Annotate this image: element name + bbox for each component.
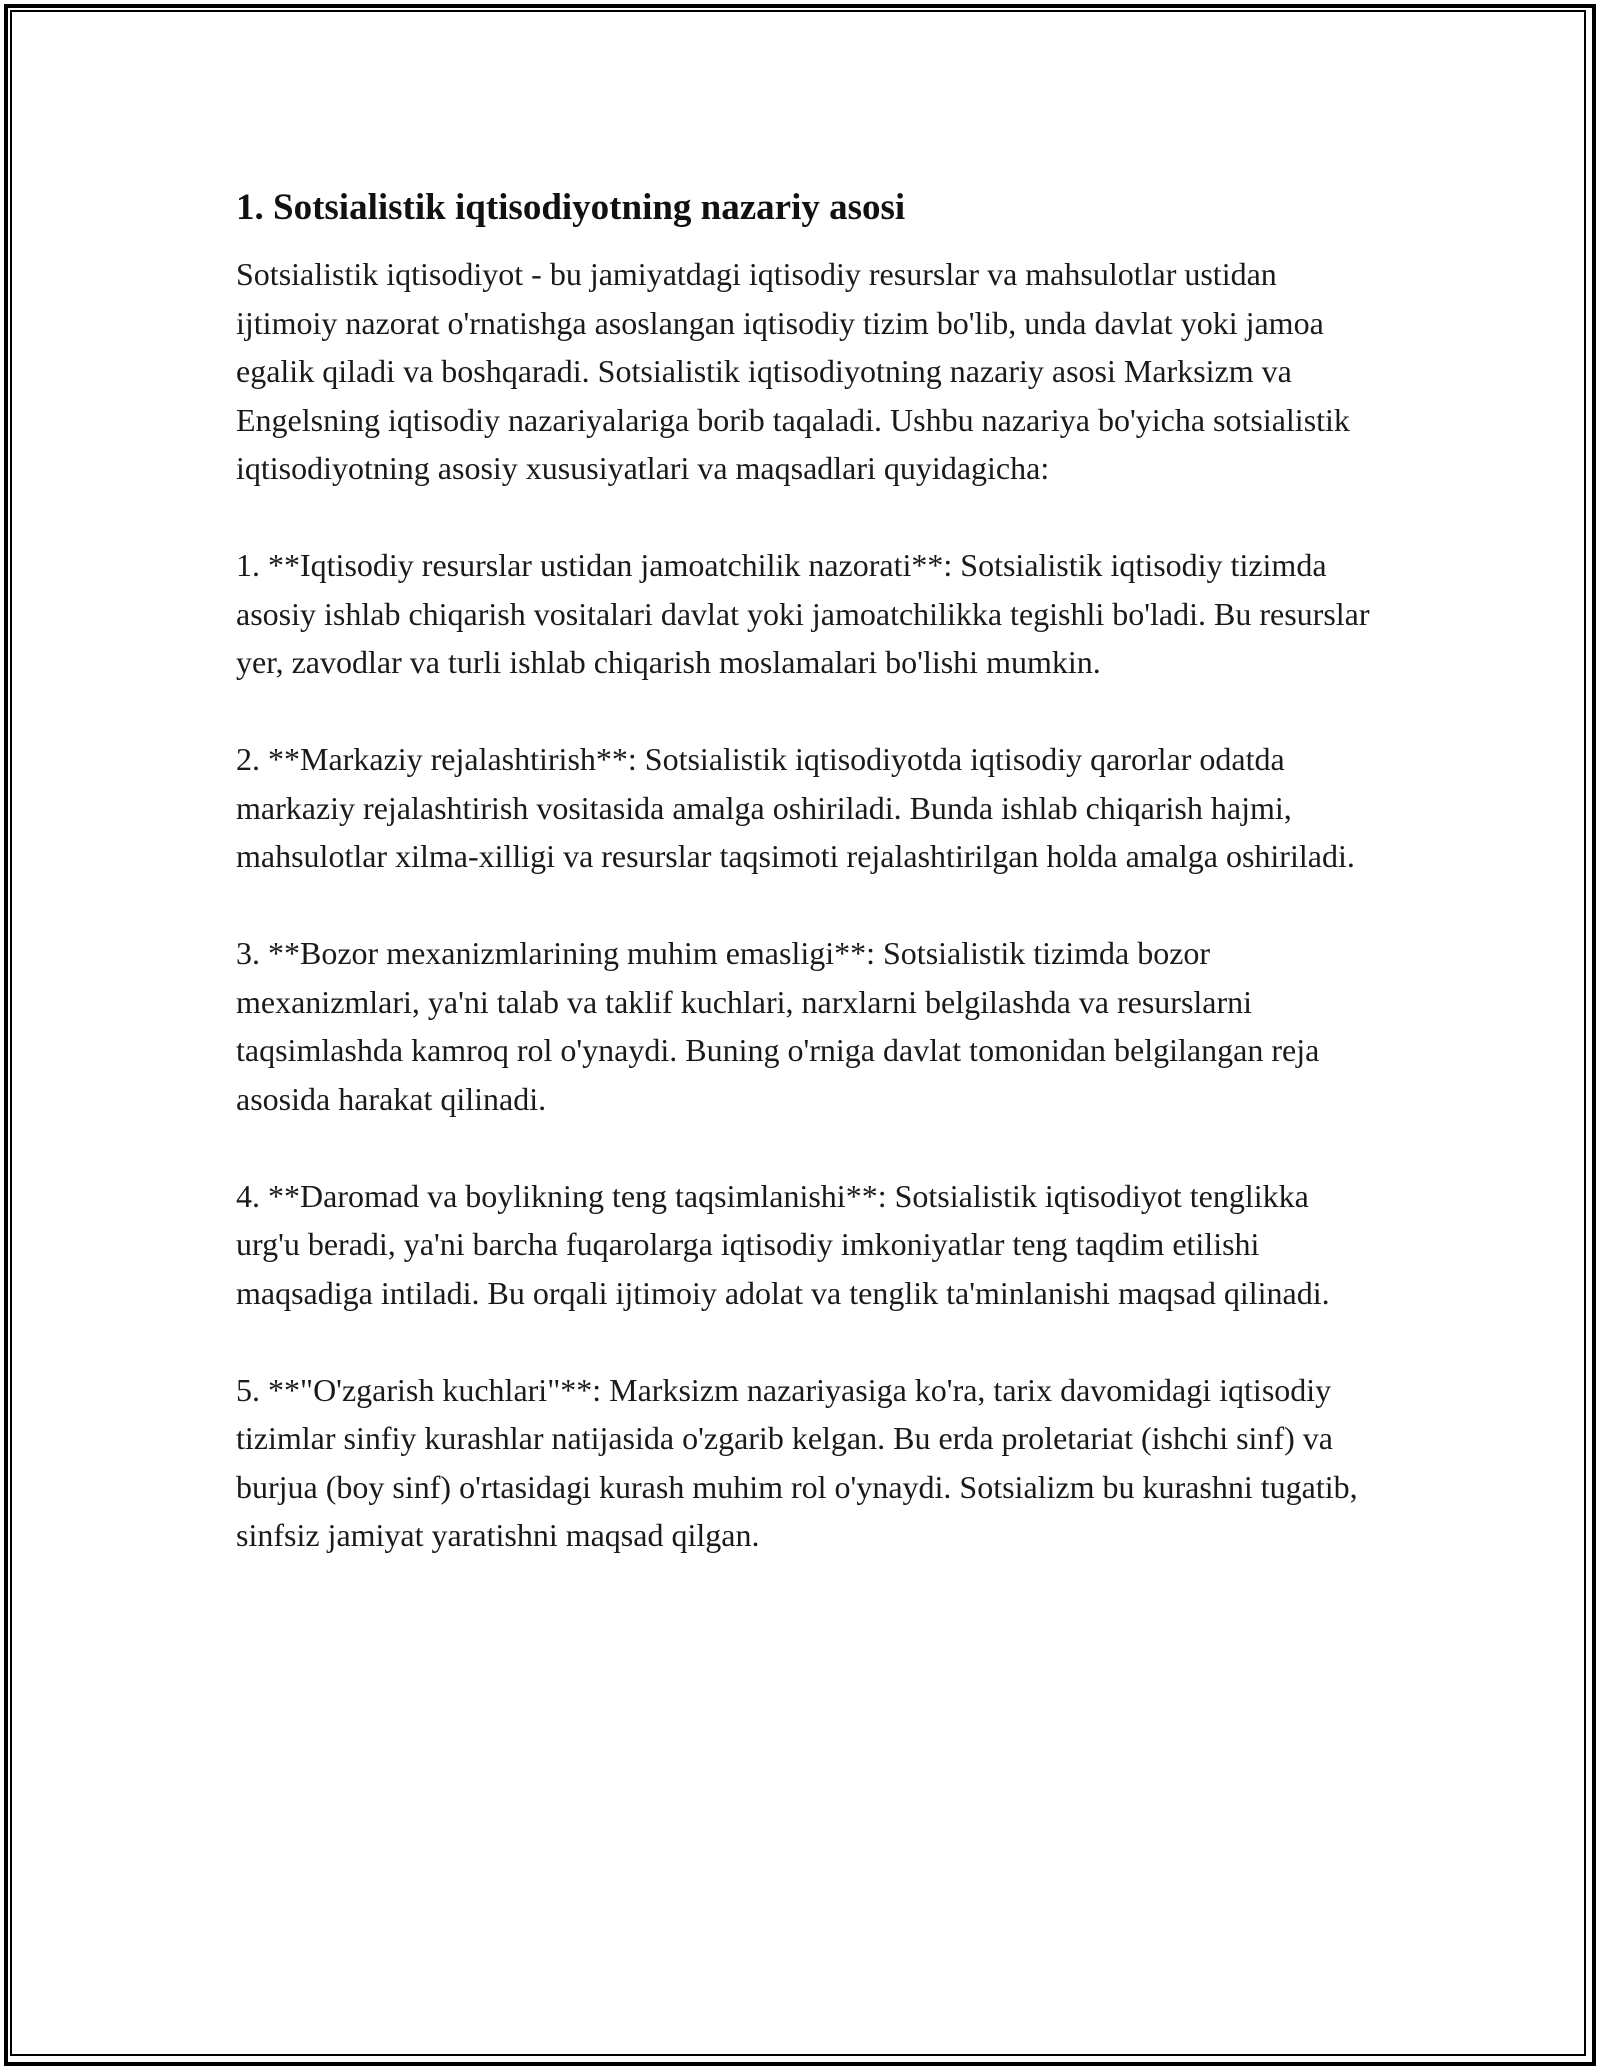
list-item-2: 2. **Markaziy rejalashtirish**: Sotsialistik iqtisodiyotda iqtisodiy qarorlar odatda markaziy rejalashtirish vositasida amalga oshiriladi. Bunda ishlab chiqarish hajmi, mahsulotlar xilma-xilligi va resurslar taqsimoti rejalashtirilgan holda amalga oshiriladi. bbox=[236, 741, 1355, 874]
document-body bbox=[236, 186, 1376, 1608]
list-item-4: 4. **Daromad va boylikning teng taqsimlanishi**: Sotsialistik iqtisodiyot tenglikka urg'u beradi, ya'ni barcha fuqarolarga iqtisodiy imkoniyatlar teng taqdim etilishi maqsadiga intiladi. Bu orqali ijtimoiy adolat va tenglik ta'minlanishi maqsad qilinadi. bbox=[236, 1177, 1330, 1311]
list-item-1: 1. **Iqtisodiy resurslar ustidan jamoatchilik nazorati**: Sotsialistik iqtisodiy tizimda asosiy ishlab chiqarish vositalari davlat yoki jamoatchilikka tegishli bo'ladi. Bu resurslar yer, zavodlar va turli ishlab chiqarish moslamalari bo'lishi mumkin. bbox=[236, 547, 1370, 680]
intro-paragraph: Sotsialistik iqtisodiyot - bu jamiyatdagi iqtisodiy resurslar va mahsulotlar ustidan ijtimoiy nazorat o'rnatishga asoslangan iqtisodiy tizim bo'lib, unda davlat yoki jamoa egalik qiladi va boshqaradi. Sotsialistik iqtisodiyotning nazariy asosi Marksizm va Engelsning iqtisodiy nazariyalariga borib taqaladi. Ushbu nazariya bo'yicha sotsialistik iqtisodiyotning asosiy xususiyatlari va maqsadlari quyidagicha: bbox=[236, 256, 1350, 486]
list-item-3: 3. **Bozor mexanizmlarining muhim emasligi**: Sotsialistik tizimda bozor mexanizmlari, ya'ni talab va taklif kuchlari, narxlarni belgilashda va resurslarni taqsimlashda kamroq rol o'ynaydi. Buning o'rniga davlat tomonidan belgilangan reja asosida harakat qilinadi. bbox=[236, 935, 1320, 1117]
list-item-5: 5. **"O'zgarish kuchlari"**: Marksizm nazariyasiga ko'ra, tarix davomidagi iqtisodiy tizimlar sinfiy kurashlar natijasida o'zgarib kelgan. Bu erda proletariat (ishchi sinf) va burjua (boy sinf) o'rtasidagi kurash muhim rol o'ynaydi. Sotsializm bu kurashni tugatib, sinfsiz jamiyat yaratishni maqsad qilgan. bbox=[236, 1371, 1358, 1553]
document-title: 1. Sotsialistik iqtisodiyotning nazariy asosi bbox=[236, 187, 906, 228]
